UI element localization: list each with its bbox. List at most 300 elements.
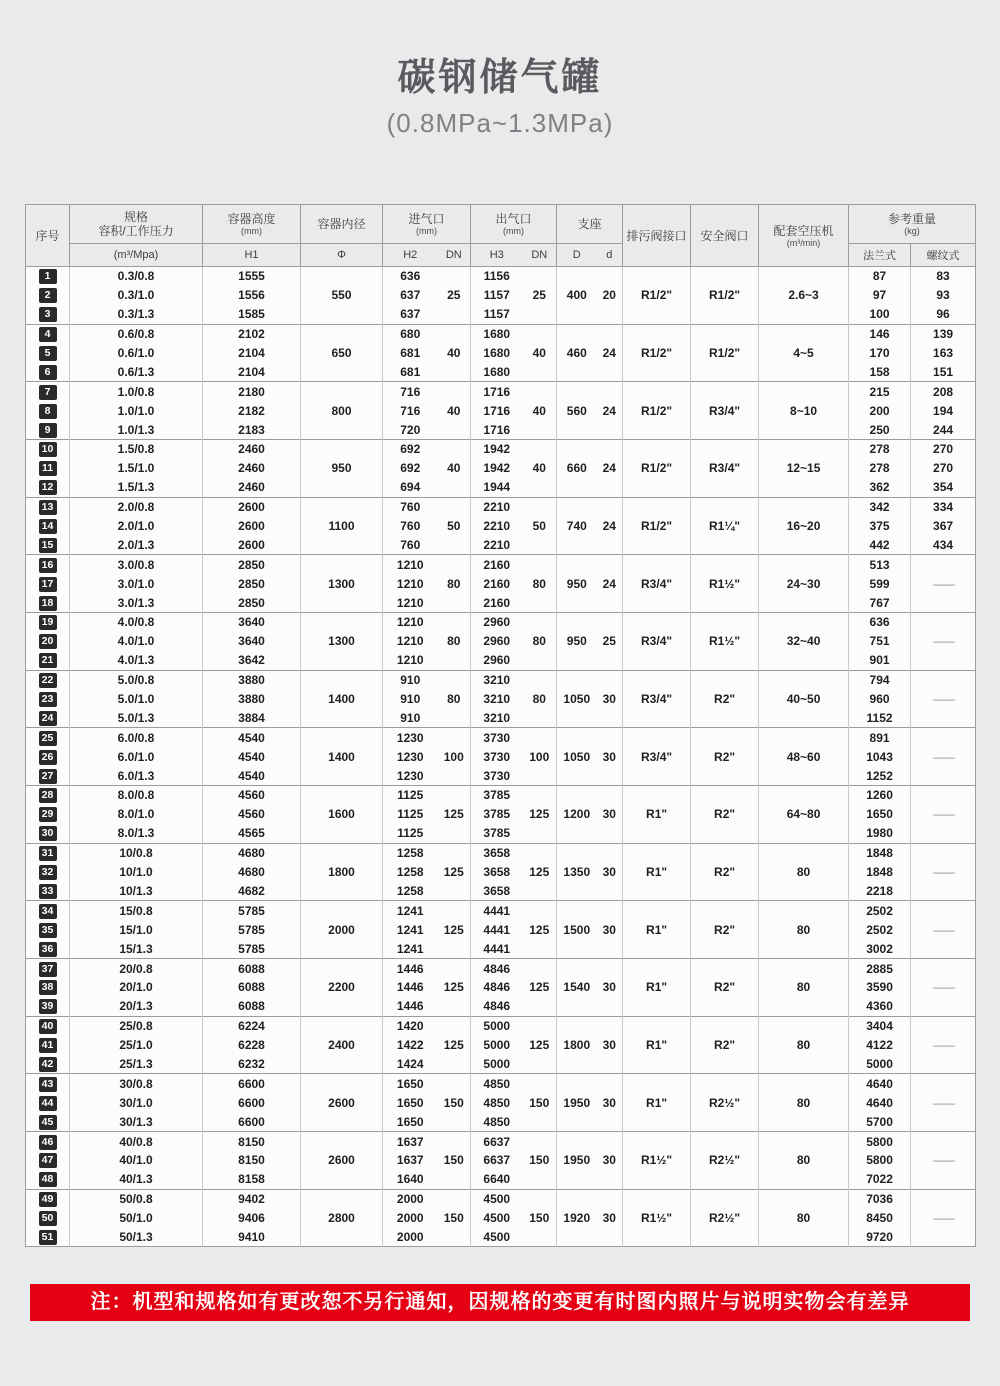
table-row	[26, 786, 976, 805]
row-number-badge: 37	[39, 962, 57, 977]
cell-inlet-dn: 40	[438, 382, 471, 440]
header-support: 支座	[557, 205, 623, 244]
cell-safety-valve: R2½"	[691, 1074, 759, 1132]
table-cell	[26, 766, 70, 785]
row-number-badge: 32	[39, 865, 57, 880]
cell-safety-valve: R2½"	[691, 1189, 759, 1247]
cell-h3: 3785	[471, 805, 523, 824]
cell-spec: 2.0/1.3	[70, 535, 203, 554]
header-safety-valve: 安全阀口	[691, 205, 759, 267]
cell-h1: 8150	[203, 1151, 301, 1170]
cell-h3: 2160	[471, 574, 523, 593]
cell-h2: 1258	[383, 863, 438, 882]
row-number-badge: 50	[39, 1211, 57, 1226]
cell-diameter: 2000	[301, 901, 383, 959]
cell-support-d: 24	[597, 497, 623, 555]
cell-h3: 1157	[471, 286, 523, 305]
cell-thread-weight: ——	[911, 555, 976, 613]
cell-drain-valve: R1½"	[623, 1189, 691, 1247]
cell-outlet-dn: 80	[523, 670, 557, 728]
table-cell	[26, 728, 70, 747]
cell-safety-valve: R2"	[691, 959, 759, 1017]
table-row	[26, 1132, 976, 1151]
cell-spec: 25/1.0	[70, 1036, 203, 1055]
cell-support-D: 460	[557, 324, 597, 382]
header-h1: H1	[203, 244, 301, 267]
cell-h3: 3730	[471, 766, 523, 785]
row-number-badge: 35	[39, 923, 57, 938]
cell-flange-weight: 891	[849, 728, 911, 747]
cell-inlet-dn: 40	[438, 324, 471, 382]
cell-h2: 1241	[383, 901, 438, 920]
cell-spec: 0.6/0.8	[70, 324, 203, 343]
cell-outlet-dn: 40	[523, 440, 557, 498]
cell-flange-weight: 1848	[849, 843, 911, 862]
cell-h1: 6224	[203, 1016, 301, 1035]
cell-spec: 10/1.0	[70, 863, 203, 882]
cell-h3: 2210	[471, 497, 523, 516]
cell-drain-valve: R1"	[623, 786, 691, 844]
cell-drain-valve: R1"	[623, 1016, 691, 1074]
cell-diameter: 800	[301, 382, 383, 440]
cell-h2: 720	[383, 420, 438, 439]
cell-h3: 2960	[471, 632, 523, 651]
table-cell	[26, 1016, 70, 1035]
cell-safety-valve: R3/4"	[691, 440, 759, 498]
cell-safety-valve: R2"	[691, 1016, 759, 1074]
cell-flange-weight: 1650	[849, 805, 911, 824]
cell-flange-weight: 1043	[849, 747, 911, 766]
cell-safety-valve: R3/4"	[691, 382, 759, 440]
cell-h3: 1716	[471, 420, 523, 439]
cell-h3: 1942	[471, 459, 523, 478]
row-number-badge: 47	[39, 1153, 57, 1168]
cell-flange-weight: 7022	[849, 1170, 911, 1189]
header-outlet-dn: DN	[523, 244, 557, 267]
table-cell	[26, 863, 70, 882]
cell-drain-valve: R1"	[623, 959, 691, 1017]
header-h3: H3	[471, 244, 523, 267]
cell-diameter: 2800	[301, 1189, 383, 1247]
cell-thread-weight: 270	[911, 459, 976, 478]
header-weight: 参考重量 (kg)	[849, 205, 976, 244]
cell-h1: 4560	[203, 786, 301, 805]
table-row	[26, 267, 976, 286]
cell-outlet-dn: 50	[523, 497, 557, 555]
cell-inlet-dn: 25	[438, 267, 471, 325]
cell-spec: 3.0/1.0	[70, 574, 203, 593]
cell-outlet-dn: 40	[523, 382, 557, 440]
cell-outlet-dn: 125	[523, 843, 557, 901]
cell-flange-weight: 1152	[849, 708, 911, 727]
cell-h2: 1258	[383, 843, 438, 862]
cell-inlet-dn: 40	[438, 440, 471, 498]
cell-h3: 4441	[471, 920, 523, 939]
cell-h3: 4850	[471, 1074, 523, 1093]
cell-flange-weight: 2502	[849, 901, 911, 920]
cell-support-d: 30	[597, 843, 623, 901]
cell-h1: 5785	[203, 920, 301, 939]
cell-support-d: 30	[597, 901, 623, 959]
cell-h1: 4680	[203, 843, 301, 862]
cell-spec: 6.0/1.3	[70, 766, 203, 785]
cell-diameter: 1600	[301, 786, 383, 844]
table-cell	[26, 1112, 70, 1131]
cell-h2: 1258	[383, 882, 438, 901]
cell-compressor: 8~10	[759, 382, 849, 440]
table-row	[26, 901, 976, 920]
cell-drain-valve: R1½"	[623, 1132, 691, 1190]
cell-spec: 4.0/0.8	[70, 613, 203, 632]
row-number-badge: 19	[39, 615, 57, 630]
header-support-d: d	[597, 244, 623, 267]
cell-h1: 2183	[203, 420, 301, 439]
table-row	[26, 324, 976, 343]
row-number-badge: 41	[39, 1038, 57, 1053]
cell-h2: 1422	[383, 1036, 438, 1055]
cell-safety-valve: R1½"	[691, 555, 759, 613]
cell-thread-weight: 244	[911, 420, 976, 439]
cell-flange-weight: 751	[849, 632, 911, 651]
cell-h3: 3785	[471, 824, 523, 843]
cell-compressor: 80	[759, 1132, 849, 1190]
cell-inlet-dn: 150	[438, 1189, 471, 1247]
cell-compressor: 16~20	[759, 497, 849, 555]
cell-support-d: 30	[597, 1132, 623, 1190]
cell-h1: 6088	[203, 959, 301, 978]
cell-h3: 4846	[471, 978, 523, 997]
cell-flange-weight: 4640	[849, 1093, 911, 1112]
cell-thread-weight: 270	[911, 440, 976, 459]
cell-h2: 694	[383, 478, 438, 497]
cell-h2: 637	[383, 286, 438, 305]
cell-h1: 2104	[203, 362, 301, 381]
cell-spec: 5.0/1.3	[70, 708, 203, 727]
cell-outlet-dn: 125	[523, 786, 557, 844]
cell-h1: 6088	[203, 997, 301, 1016]
cell-h2: 681	[383, 344, 438, 363]
cell-spec: 0.3/1.0	[70, 286, 203, 305]
cell-compressor: 80	[759, 843, 849, 901]
table-cell	[26, 901, 70, 920]
table-body	[26, 267, 976, 1247]
cell-safety-valve: R2½"	[691, 1132, 759, 1190]
cell-thread-weight: ——	[911, 786, 976, 844]
table-row	[26, 728, 976, 747]
cell-flange-weight: 8450	[849, 1209, 911, 1228]
cell-outlet-dn: 150	[523, 1074, 557, 1132]
cell-support-d: 25	[597, 613, 623, 671]
cell-compressor: 64~80	[759, 786, 849, 844]
cell-h3: 6640	[471, 1170, 523, 1189]
cell-thread-weight: ——	[911, 1074, 976, 1132]
header-inlet: 进气口 (mm)	[383, 205, 471, 244]
table-cell	[26, 747, 70, 766]
cell-thread-weight: ——	[911, 1016, 976, 1074]
cell-h3: 4850	[471, 1093, 523, 1112]
cell-compressor: 40~50	[759, 670, 849, 728]
cell-safety-valve: R1¼"	[691, 497, 759, 555]
cell-h1: 4682	[203, 882, 301, 901]
cell-h1: 9410	[203, 1228, 301, 1247]
cell-thread-weight: 354	[911, 478, 976, 497]
cell-flange-weight: 2502	[849, 920, 911, 939]
cell-h2: 1230	[383, 728, 438, 747]
cell-spec: 50/0.8	[70, 1189, 203, 1208]
cell-support-d: 30	[597, 1074, 623, 1132]
table-row	[26, 959, 976, 978]
cell-h1: 3640	[203, 613, 301, 632]
header-height: 容器高度 (mm)	[203, 205, 301, 244]
row-number-badge: 43	[39, 1077, 57, 1092]
cell-h3: 3658	[471, 863, 523, 882]
row-number-badge: 20	[39, 634, 57, 649]
cell-flange-weight: 3590	[849, 978, 911, 997]
cell-h3: 4441	[471, 939, 523, 958]
table-cell	[26, 324, 70, 343]
cell-spec: 0.6/1.0	[70, 344, 203, 363]
cell-h1: 5785	[203, 939, 301, 958]
cell-support-D: 1050	[557, 728, 597, 786]
table-cell	[26, 401, 70, 420]
cell-flange-weight: 278	[849, 459, 911, 478]
cell-h2: 1637	[383, 1132, 438, 1151]
cell-compressor: 48~60	[759, 728, 849, 786]
cell-h3: 2960	[471, 613, 523, 632]
row-number-badge: 10	[39, 442, 57, 457]
table-cell	[26, 459, 70, 478]
cell-thread-weight: 194	[911, 401, 976, 420]
cell-h1: 1555	[203, 267, 301, 286]
cell-h2: 692	[383, 459, 438, 478]
header-spec-unit: (m³/Mpa)	[70, 244, 203, 267]
cell-diameter: 1400	[301, 728, 383, 786]
table-row	[26, 382, 976, 401]
cell-thread-weight: ——	[911, 613, 976, 671]
cell-thread-weight: 163	[911, 344, 976, 363]
row-number-badge: 14	[39, 519, 57, 534]
cell-spec: 8.0/0.8	[70, 786, 203, 805]
cell-drain-valve: R3/4"	[623, 728, 691, 786]
cell-compressor: 80	[759, 1189, 849, 1247]
table-row	[26, 497, 976, 516]
cell-thread-weight: ——	[911, 1189, 976, 1247]
cell-drain-valve: R1/2"	[623, 324, 691, 382]
cell-h1: 2102	[203, 324, 301, 343]
cell-h3: 6637	[471, 1151, 523, 1170]
cell-safety-valve: R1/2"	[691, 324, 759, 382]
cell-h2: 1446	[383, 978, 438, 997]
cell-h1: 8150	[203, 1132, 301, 1151]
cell-h3: 5000	[471, 1016, 523, 1035]
cell-support-d: 30	[597, 786, 623, 844]
row-number-badge: 44	[39, 1096, 57, 1111]
cell-spec: 20/1.3	[70, 997, 203, 1016]
row-number-badge: 3	[39, 307, 57, 322]
table-cell	[26, 690, 70, 709]
table-cell	[26, 1093, 70, 1112]
row-number-badge: 27	[39, 769, 57, 784]
cell-spec: 1.0/1.3	[70, 420, 203, 439]
cell-spec: 40/0.8	[70, 1132, 203, 1151]
row-number-badge: 45	[39, 1115, 57, 1130]
cell-outlet-dn: 25	[523, 267, 557, 325]
cell-h3: 3785	[471, 786, 523, 805]
cell-h2: 1420	[383, 1016, 438, 1035]
cell-h3: 3730	[471, 747, 523, 766]
table-header	[26, 205, 976, 267]
cell-support-D: 1920	[557, 1189, 597, 1247]
cell-h3: 4846	[471, 997, 523, 1016]
cell-flange-weight: 4122	[849, 1036, 911, 1055]
header-drain-valve: 排污阀接口	[623, 205, 691, 267]
cell-flange-weight: 636	[849, 613, 911, 632]
cell-spec: 15/0.8	[70, 901, 203, 920]
cell-outlet-dn: 125	[523, 959, 557, 1017]
cell-h1: 6600	[203, 1093, 301, 1112]
cell-h2: 910	[383, 708, 438, 727]
cell-inlet-dn: 125	[438, 1016, 471, 1074]
row-number-badge: 24	[39, 711, 57, 726]
cell-h1: 4540	[203, 728, 301, 747]
row-number-badge: 18	[39, 596, 57, 611]
table-cell	[26, 1074, 70, 1093]
row-number-badge: 13	[39, 500, 57, 515]
cell-support-d: 20	[597, 267, 623, 325]
cell-flange-weight: 87	[849, 267, 911, 286]
cell-support-d: 30	[597, 670, 623, 728]
cell-support-D: 560	[557, 382, 597, 440]
table-cell	[26, 670, 70, 689]
cell-drain-valve: R1"	[623, 1074, 691, 1132]
row-number-badge: 22	[39, 673, 57, 688]
table-cell	[26, 1132, 70, 1151]
row-number-badge: 1	[39, 269, 57, 284]
cell-h1: 2180	[203, 382, 301, 401]
cell-h3: 3210	[471, 690, 523, 709]
cell-safety-valve: R2"	[691, 901, 759, 959]
cell-h1: 9406	[203, 1209, 301, 1228]
cell-flange-weight: 158	[849, 362, 911, 381]
cell-h2: 692	[383, 440, 438, 459]
cell-h3: 1680	[471, 362, 523, 381]
cell-flange-weight: 7036	[849, 1189, 911, 1208]
cell-safety-valve: R1/2"	[691, 267, 759, 325]
cell-support-d: 30	[597, 959, 623, 1017]
header-thread-type: 螺纹式	[911, 244, 976, 267]
row-number-badge: 39	[39, 999, 57, 1014]
cell-spec: 50/1.3	[70, 1228, 203, 1247]
cell-h3: 1680	[471, 324, 523, 343]
cell-spec: 0.3/1.3	[70, 305, 203, 324]
cell-thread-weight: 96	[911, 305, 976, 324]
cell-outlet-dn: 100	[523, 728, 557, 786]
header-diameter: 容器内径	[301, 205, 383, 244]
cell-spec: 1.5/0.8	[70, 440, 203, 459]
cell-flange-weight: 3002	[849, 939, 911, 958]
cell-thread-weight: 83	[911, 267, 976, 286]
note-bar: 注：机型和规格如有更改恕不另行通知，因规格的变更有时图内照片与说明实物会有差异	[30, 1284, 970, 1321]
table-cell	[26, 478, 70, 497]
cell-spec: 15/1.3	[70, 939, 203, 958]
cell-spec: 1.5/1.0	[70, 459, 203, 478]
row-number-badge: 2	[39, 288, 57, 303]
cell-outlet-dn: 40	[523, 324, 557, 382]
cell-h1: 6088	[203, 978, 301, 997]
cell-spec: 4.0/1.3	[70, 651, 203, 670]
row-number-badge: 28	[39, 788, 57, 803]
cell-h1: 2600	[203, 517, 301, 536]
cell-thread-weight: 434	[911, 535, 976, 554]
cell-compressor: 32~40	[759, 613, 849, 671]
row-number-badge: 8	[39, 404, 57, 419]
cell-flange-weight: 170	[849, 344, 911, 363]
cell-flange-weight: 200	[849, 401, 911, 420]
cell-h1: 2460	[203, 459, 301, 478]
cell-h3: 6637	[471, 1132, 523, 1151]
row-number-badge: 11	[39, 461, 57, 476]
cell-flange-weight: 100	[849, 305, 911, 324]
table-cell	[26, 1209, 70, 1228]
cell-h2: 1125	[383, 805, 438, 824]
spec-table	[25, 204, 976, 1247]
cell-diameter: 1300	[301, 613, 383, 671]
row-number-badge: 23	[39, 692, 57, 707]
cell-flange-weight: 342	[849, 497, 911, 516]
cell-flange-weight: 3404	[849, 1016, 911, 1035]
cell-h2: 1210	[383, 574, 438, 593]
cell-h3: 2210	[471, 517, 523, 536]
cell-thread-weight: 151	[911, 362, 976, 381]
cell-safety-valve: R2"	[691, 786, 759, 844]
cell-diameter: 650	[301, 324, 383, 382]
header-support-D: D	[557, 244, 597, 267]
cell-h3: 4500	[471, 1228, 523, 1247]
table-cell	[26, 997, 70, 1016]
cell-h3: 1680	[471, 344, 523, 363]
row-number-badge: 31	[39, 846, 57, 861]
cell-h3: 3210	[471, 670, 523, 689]
cell-thread-weight: ——	[911, 843, 976, 901]
cell-inlet-dn: 80	[438, 670, 471, 728]
cell-inlet-dn: 50	[438, 497, 471, 555]
cell-h1: 2460	[203, 478, 301, 497]
page-header	[0, 0, 1000, 140]
cell-diameter: 2600	[301, 1132, 383, 1190]
row-number-badge: 5	[39, 346, 57, 361]
cell-h2: 1230	[383, 766, 438, 785]
cell-flange-weight: 5700	[849, 1112, 911, 1131]
table-row	[26, 1189, 976, 1208]
cell-inlet-dn: 80	[438, 555, 471, 613]
cell-safety-valve: R2"	[691, 670, 759, 728]
row-number-badge: 29	[39, 807, 57, 822]
cell-flange-weight: 362	[849, 478, 911, 497]
cell-h3: 5000	[471, 1055, 523, 1074]
cell-h1: 6600	[203, 1112, 301, 1131]
cell-flange-weight: 375	[849, 517, 911, 536]
cell-drain-valve: R1/2"	[623, 440, 691, 498]
cell-h2: 910	[383, 690, 438, 709]
cell-flange-weight: 960	[849, 690, 911, 709]
cell-safety-valve: R2"	[691, 843, 759, 901]
cell-flange-weight: 442	[849, 535, 911, 554]
table-cell	[26, 305, 70, 324]
cell-compressor: 12~15	[759, 440, 849, 498]
cell-compressor: 80	[759, 1074, 849, 1132]
cell-h2: 1210	[383, 593, 438, 612]
table-cell	[26, 1055, 70, 1074]
